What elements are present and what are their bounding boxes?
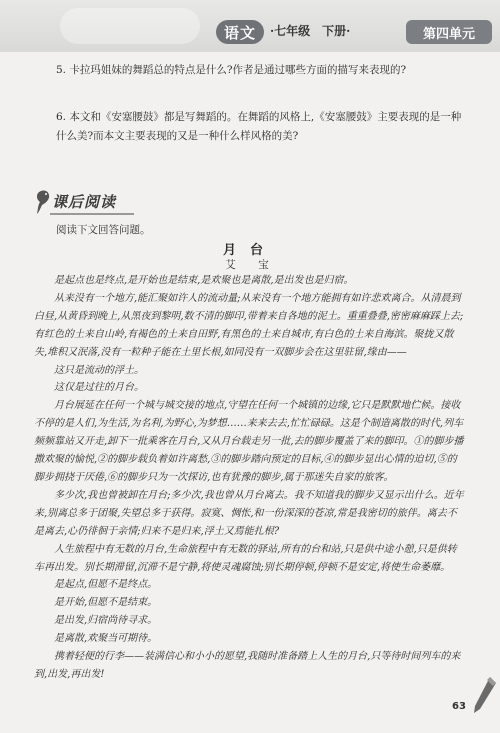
article-author: 艾 宝 <box>225 259 275 271</box>
paragraph: 是起点也是终点,是开始也是结束,是欢聚也是离散,是出发也是归宿。 <box>54 275 354 286</box>
paragraph: 携着轻便的行李——装满信心和小小的愿望,我随时准备踏上人生的月台,只等待时间列车的来到,出发,再出发! <box>34 651 461 680</box>
section-label: 课后阅读 <box>52 193 117 211</box>
paragraph: 月台展延在任何一个城与城交接的地点,守望在任何一个城镇的边缘,它只是默默地伫候。接收不停的是人们,为生活,为名利,为野心,为梦想……来来去去,忙忙碌碌。这是个制造离散的时代,列车频频靠站又开走,卸下一批乘客在月台,又从月台载走另一批,去的脚步覆盖了来的脚印。①的脚步播撒欢聚的愉悦,②的脚步载负着如许离愁,③的脚步踏向预定的目标,④的脚步显出心情的迫切,⑤的脚步拥挠于厌倦,⑥的脚步只为一次探访,也有犹豫的脚步,属于那迷失自家的旅客。 <box>34 400 464 483</box>
bird-icon <box>34 187 54 215</box>
paragraph: 多少次,我也曾被卸在月台;多少次,我也曾从月台离去。我不知道我的脚步又显示出什么。近年来,别离总多于团聚,失望总多于获得。寂寞、惆怅,和一份深深的苍凉,常是我密切的旅伴。离去不是离去,心仍徘徊于亲情;归来不是归来,浮土又焉能扎根? <box>34 489 464 537</box>
unit-badge: 第四单元 <box>406 20 492 44</box>
poem-line: 是开始,但愿不是结束。 <box>54 597 158 609</box>
poem-line: 是离散,欢聚当可期待。 <box>54 633 158 645</box>
paragraph: 这仅是过往的月台。 <box>54 382 144 394</box>
page-header <box>0 0 500 52</box>
paragraph: 这只是流动的浮土。 <box>54 364 144 376</box>
paragraph: 从来没有一个地方,能汇聚如许人的流动量;从来没有一个地方能拥有如许悲欢离合。从清晨到白昼,从黄昏到晚上,从黑夜到黎明,数不清的脚印,带着来自各地的泥土。重重叠叠,密密麻麻踩上去;有红色的土来自山岭,有褐色的土来自田野,有黑色的土来自城市,有白色的土来自海滨。聚拢又散失,堆积又泯落,没有一粒种子能在土里长根,如同没有一双脚步会在这里驻留,缘由—— <box>34 292 464 358</box>
poem-line: 是出发,归宿尚待寻求。 <box>54 615 158 627</box>
article-body <box>34 272 466 684</box>
grade-label: ·七年级 下册· <box>270 24 351 38</box>
section-underline <box>50 213 134 215</box>
after-class-reading-heading <box>34 185 144 219</box>
article-title: 月台 <box>222 243 277 258</box>
question-6: 6. 本文和《安塞腰鼓》都是写舞蹈的。在舞蹈的风格上,《安塞腰鼓》主要表现的是一种什么美?而本文主要表现的又是一种什么样风格的美? <box>56 111 462 142</box>
header-decoration <box>60 8 200 44</box>
paragraph: 人生旅程中有无数的月台,生命旅程中有无数的驿站,所有的台和站,只是供中途小憩,只是供转车再出发。别长期滞留,沉滞不是宁静,将使灵魂腐蚀;别长期停顿,停顿不是安定,将使生命萎靡。 <box>34 543 457 573</box>
poem-line: 是起点,但愿不是终点。 <box>54 579 158 591</box>
pen-icon <box>470 675 498 715</box>
question-5: 5. 卡拉玛姐妹的舞蹈总的特点是什么?作者是通过哪些方面的描写来表现的? <box>56 64 407 76</box>
page-number: 63 <box>452 701 466 712</box>
instruction-text: 阅读下文回答问题。 <box>56 224 151 236</box>
subject-badge: 语文 <box>216 20 264 44</box>
